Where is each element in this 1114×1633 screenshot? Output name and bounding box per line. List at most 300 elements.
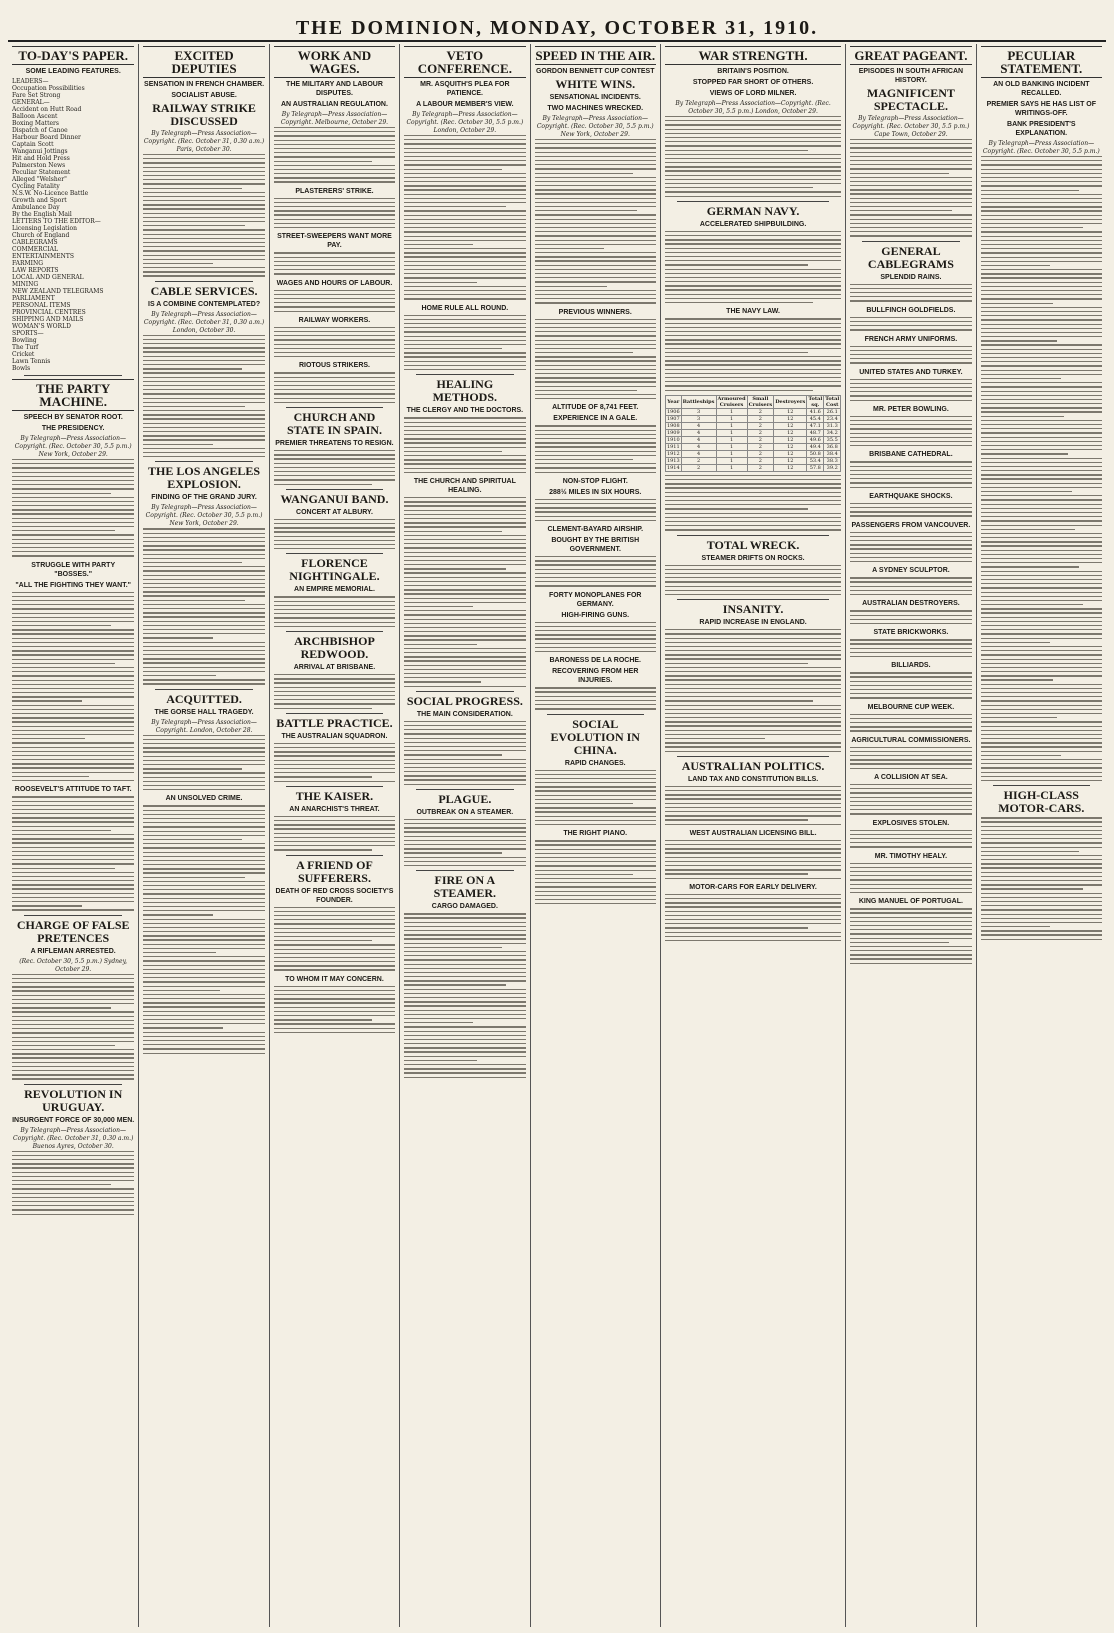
table-cell: 12 — [774, 436, 807, 443]
text-line — [850, 813, 971, 814]
headline-healing-methods: HEALING METHODS. — [432, 377, 498, 405]
dateline: By Telegraph—Press Association—Copyright. (Rec. October 31, 0.30 a.m.) Paris, October 30. — [143, 130, 265, 153]
text-line — [850, 867, 971, 868]
text-line — [981, 633, 1102, 634]
subhead: MR. TIMOTHY HEALY. — [874, 852, 948, 860]
table-cell: 2 — [747, 422, 774, 429]
text-line — [274, 202, 395, 203]
text-line — [404, 256, 525, 257]
text-line — [274, 475, 395, 476]
text-line — [404, 819, 525, 820]
text-line — [535, 438, 656, 439]
table-cell: 2 — [747, 408, 774, 415]
text-line — [665, 331, 841, 332]
text-line — [143, 213, 264, 214]
text-line — [535, 152, 656, 153]
text-line — [143, 671, 264, 672]
text-line — [981, 181, 1102, 182]
article-body — [665, 840, 841, 879]
contents-item: COMMERCIAL — [12, 246, 58, 253]
text-line — [143, 171, 264, 172]
text-line — [850, 383, 971, 384]
subhead: RAILWAY WORKERS. — [298, 316, 371, 324]
text-line — [143, 1002, 264, 1003]
text-line — [981, 934, 1102, 935]
text-line — [981, 751, 1102, 752]
text-line — [404, 430, 525, 431]
text-line — [981, 713, 1102, 714]
text-line — [274, 824, 395, 825]
table-row — [665, 464, 840, 471]
subhead: BARONESS DE LA ROCHE. — [549, 657, 641, 665]
text-line — [850, 532, 971, 533]
table-cell: 38.3 — [824, 457, 841, 464]
text-line — [981, 353, 1102, 354]
text-line — [404, 827, 525, 828]
contents-item: Licensing Legislation — [12, 225, 77, 232]
text-line — [850, 428, 971, 429]
text-line — [535, 790, 656, 791]
article-body — [274, 127, 395, 183]
text-line — [981, 277, 1102, 278]
headline-white-wins: WHITE WINS. — [555, 77, 636, 91]
text-line — [850, 652, 971, 653]
text-line — [404, 543, 525, 544]
subhead: ARRIVAL AT BRISBANE. — [293, 664, 376, 672]
text-line — [404, 210, 525, 211]
text-line — [274, 454, 395, 455]
text-line — [404, 160, 525, 161]
text-line — [404, 610, 525, 611]
text-line — [12, 880, 134, 881]
text-line — [12, 859, 134, 860]
text-line — [404, 434, 525, 435]
table-cell: 2 — [747, 450, 774, 457]
text-line — [274, 356, 395, 357]
text-line — [535, 573, 656, 574]
text-line — [404, 518, 525, 519]
headline-battle-practice: BATTLE PRACTICE. — [276, 715, 393, 730]
text-line — [404, 763, 525, 764]
text-line — [665, 513, 841, 514]
text-line — [535, 386, 656, 387]
contents-item: Dispatch of Canoe — [12, 127, 68, 134]
text-line — [143, 1036, 264, 1037]
text-line — [12, 1201, 134, 1202]
text-line — [981, 424, 1102, 425]
subhead: RAPID CHANGES. — [564, 759, 626, 767]
article-body — [274, 907, 395, 971]
article-body — [274, 290, 395, 312]
text-line — [404, 240, 525, 241]
text-line — [143, 418, 264, 419]
text-line — [665, 373, 841, 374]
article-body — [850, 830, 971, 848]
text-line — [143, 263, 212, 264]
text-line — [981, 537, 1102, 538]
text-line — [850, 697, 971, 698]
headline-the-kaiser: THE KAISER. — [295, 788, 374, 803]
column-4 — [399, 44, 529, 1627]
text-line — [404, 673, 525, 674]
text-line — [850, 619, 971, 620]
text-line — [981, 361, 1102, 362]
text-line — [274, 381, 395, 382]
text-line — [981, 663, 1102, 664]
subhead: A LABOUR MEMBER'S VIEW. — [416, 101, 514, 108]
text-line — [981, 273, 1102, 274]
article-body — [981, 156, 1102, 781]
contents-item: Cycling Fatality — [12, 183, 60, 190]
article-body — [274, 198, 395, 229]
text-line — [404, 861, 525, 862]
text-line — [850, 227, 971, 228]
subhead: THE GORSE HALL TRAGEDY. — [154, 708, 254, 716]
text-line — [850, 834, 971, 835]
text-line — [665, 819, 808, 820]
text-line — [850, 942, 948, 943]
text-line — [981, 608, 1102, 609]
contents-item: GENERAL— — [12, 99, 50, 106]
text-line — [274, 135, 395, 136]
text-line — [274, 957, 395, 958]
table-cell: 1914 — [666, 464, 680, 471]
text-line — [535, 556, 656, 557]
text-line — [665, 646, 841, 647]
text-line — [850, 536, 971, 537]
table-cell: 12 — [774, 415, 807, 422]
text-line — [850, 152, 971, 153]
text-line — [143, 242, 264, 243]
text-line — [981, 357, 1102, 358]
text-line — [143, 877, 245, 878]
text-line — [143, 906, 264, 907]
text-line — [143, 747, 264, 748]
table-body — [665, 408, 840, 471]
subhead: PREMIER THREATENS TO RESIGN. — [275, 440, 394, 448]
text-line — [535, 398, 656, 399]
text-line — [404, 602, 525, 603]
text-line — [535, 774, 656, 775]
text-line — [404, 356, 525, 357]
text-line — [143, 579, 264, 580]
text-line — [535, 193, 656, 194]
subhead: HOME RULE ALL ROUND. — [421, 304, 509, 312]
text-line — [981, 160, 1102, 161]
article-body — [274, 519, 395, 550]
subhead: THE RIGHT PIANO. — [563, 830, 628, 838]
text-line — [850, 689, 971, 690]
text-line — [143, 1023, 264, 1024]
text-line — [981, 370, 1102, 371]
text-line — [981, 491, 1072, 492]
text-line — [274, 691, 395, 692]
text-line — [12, 1037, 134, 1038]
text-line — [12, 621, 134, 622]
text-line — [274, 845, 395, 846]
text-line — [535, 472, 656, 473]
text-line — [665, 898, 841, 899]
text-line — [404, 572, 525, 573]
text-line — [12, 547, 134, 548]
table-row — [665, 422, 840, 429]
text-line — [143, 764, 264, 765]
text-line — [143, 751, 264, 752]
text-line — [850, 292, 971, 293]
table-cell: 1 — [716, 408, 747, 415]
text-line — [535, 286, 608, 287]
navy-table — [665, 395, 841, 472]
table-cell: 1 — [716, 464, 747, 471]
text-line — [274, 165, 395, 166]
text-line — [850, 871, 971, 872]
text-line — [665, 508, 808, 509]
text-line — [850, 300, 971, 301]
masthead-title: THE DOMINION, MONDAY, OCTOBER 31, 1910. — [295, 17, 819, 39]
headline-acquitted: ACQUITTED. — [166, 691, 242, 706]
text-line — [665, 700, 813, 701]
text-line — [143, 435, 264, 436]
text-line — [404, 1056, 525, 1057]
text-line — [850, 379, 971, 380]
text-line — [12, 600, 134, 601]
text-line — [404, 742, 525, 743]
text-line — [143, 965, 264, 966]
contents-item: Peculiar Statement — [12, 169, 71, 176]
text-line — [12, 705, 134, 706]
article-body — [665, 116, 841, 197]
text-line — [665, 294, 841, 295]
subhead: FINDING OF THE GRAND JURY. — [151, 494, 257, 502]
text-line — [850, 544, 971, 545]
text-line — [143, 956, 264, 957]
text-line — [143, 192, 264, 193]
text-line — [143, 566, 264, 567]
text-line — [981, 562, 1102, 563]
text-line — [143, 814, 264, 815]
contents-item: Growth and Sport — [12, 197, 67, 204]
subhead: PASSENGERS FROM VANCOUVER. — [851, 521, 971, 529]
text-line — [665, 252, 841, 253]
text-line — [12, 721, 134, 722]
text-line — [12, 663, 115, 664]
text-line — [850, 755, 971, 756]
text-line — [274, 298, 395, 299]
text-line — [274, 265, 395, 266]
text-line — [665, 475, 841, 476]
article-body — [665, 786, 841, 825]
text-line — [404, 725, 525, 726]
text-line — [404, 369, 525, 370]
text-line — [665, 496, 841, 497]
text-line — [404, 959, 525, 960]
text-line — [143, 902, 264, 903]
text-line — [665, 479, 841, 480]
subhead: THE CHURCH AND SPIRITUAL HEALING. — [413, 478, 516, 495]
text-line — [404, 767, 525, 768]
text-line — [665, 865, 841, 866]
text-line — [404, 1047, 525, 1048]
text-line — [665, 243, 841, 244]
text-line — [12, 1062, 134, 1063]
article-body — [404, 819, 525, 866]
contents-item: Lawn Tennis — [12, 358, 51, 365]
subhead: FRENCH ARMY UNIFORMS. — [864, 335, 958, 343]
table-header — [665, 395, 840, 408]
headline-church-state-spain: CHURCH AND STATE IN SPAIN. — [286, 410, 382, 438]
text-line — [850, 830, 971, 831]
text-line — [274, 816, 395, 817]
text-line — [404, 1001, 525, 1002]
headline-speed-in-the-air: SPEED IN THE AIR. — [535, 48, 656, 63]
subhead: UNITED STATES AND TURKEY. — [859, 368, 963, 376]
article-body — [850, 416, 971, 447]
headline-plague: PLAGUE. — [438, 791, 492, 806]
text-line — [535, 348, 656, 349]
text-line — [143, 675, 216, 676]
article-body — [850, 317, 971, 331]
text-line — [404, 1060, 477, 1061]
text-line — [274, 998, 395, 999]
text-line — [12, 675, 134, 676]
text-line — [274, 531, 395, 532]
text-line — [850, 214, 971, 215]
text-line — [143, 246, 264, 247]
text-line — [274, 463, 395, 464]
text-line — [12, 534, 134, 535]
text-line — [12, 990, 134, 991]
text-line — [404, 535, 525, 536]
text-line — [535, 467, 656, 468]
text-line — [665, 352, 808, 353]
text-line — [274, 527, 395, 528]
text-line — [143, 439, 264, 440]
text-line — [274, 1028, 395, 1029]
text-line — [12, 872, 134, 873]
text-line — [274, 949, 395, 950]
text-line — [404, 771, 525, 772]
column-8 — [976, 44, 1106, 1627]
text-line — [665, 124, 841, 125]
subhead: AUSTRALIAN DESTROYERS. — [862, 600, 960, 608]
text-line — [12, 509, 134, 510]
text-line — [143, 960, 264, 961]
text-line — [143, 658, 264, 659]
text-line — [850, 722, 971, 723]
text-line — [850, 329, 971, 330]
text-line — [12, 901, 134, 902]
subhead: AN OLD BANKING INCIDENT RECALLED. — [993, 81, 1090, 97]
text-line — [12, 671, 134, 672]
text-line — [665, 873, 808, 874]
subhead: "ALL THE FIGHTING THEY WANT." — [15, 581, 132, 589]
text-line — [665, 302, 813, 303]
table-cell: 45.4 — [807, 415, 824, 422]
text-line — [981, 382, 1102, 383]
text-line — [12, 876, 134, 877]
text-line — [404, 1022, 473, 1023]
text-line — [274, 743, 395, 744]
text-line — [665, 906, 841, 907]
text-line — [981, 516, 1102, 517]
table-header-cell: Destroyers — [774, 395, 807, 408]
text-line — [404, 468, 525, 469]
text-line — [850, 470, 971, 471]
text-line — [12, 688, 134, 689]
subhead: SOME LEADING FEATURES. — [25, 68, 121, 75]
text-line — [404, 1039, 525, 1040]
table-cell: 12 — [774, 408, 807, 415]
text-line — [143, 805, 264, 806]
text-line — [850, 730, 971, 731]
text-line — [535, 634, 656, 635]
text-line — [404, 1005, 525, 1006]
text-line — [404, 505, 525, 506]
table-row — [665, 443, 840, 450]
text-line — [665, 869, 841, 870]
text-line — [981, 675, 1102, 676]
text-line — [274, 849, 372, 850]
text-line — [404, 177, 525, 178]
text-line — [404, 273, 525, 274]
text-line — [981, 596, 1102, 597]
text-line — [665, 663, 808, 664]
text-line — [850, 879, 971, 880]
table-row — [665, 457, 840, 464]
text-line — [274, 339, 395, 340]
text-line — [274, 273, 395, 274]
text-line — [12, 838, 134, 839]
text-line — [274, 377, 395, 378]
text-line — [535, 373, 656, 374]
text-line — [535, 446, 656, 447]
text-line — [535, 265, 656, 266]
text-line — [404, 352, 525, 353]
headline-florence-nightingale: FLORENCE NIGHTINGALE. — [289, 556, 380, 584]
text-line — [274, 398, 395, 399]
table-header-cell: Small Cruisers — [748, 395, 773, 408]
text-line — [274, 198, 395, 199]
text-line — [12, 995, 134, 996]
text-line — [274, 907, 395, 908]
article-body — [143, 528, 264, 684]
subhead: AN EMPIRE MEMORIAL. — [294, 586, 375, 594]
table-cell: 2 — [681, 464, 716, 471]
subhead: STOPPED FAR SHORT OF OTHERS. — [692, 79, 814, 86]
text-line — [665, 915, 841, 916]
table-cell: 1 — [716, 436, 747, 443]
text-line — [981, 328, 1102, 329]
advertisement-body — [981, 817, 1102, 940]
text-line — [143, 910, 264, 911]
text-line — [665, 742, 841, 743]
text-line — [850, 156, 971, 157]
text-line — [665, 381, 841, 382]
headline-work-and-wages: WORK AND WAGES. — [274, 46, 395, 78]
text-line — [404, 754, 502, 755]
contents-item: Bowls — [12, 365, 31, 372]
text-line — [981, 625, 1102, 626]
text-line — [665, 145, 841, 146]
text-line — [535, 577, 656, 578]
text-line — [404, 531, 502, 532]
text-line — [12, 480, 134, 481]
text-line — [665, 717, 841, 718]
table-cell: 2 — [747, 429, 774, 436]
text-line — [981, 901, 1102, 902]
text-line — [535, 511, 656, 512]
text-line — [12, 1032, 134, 1033]
